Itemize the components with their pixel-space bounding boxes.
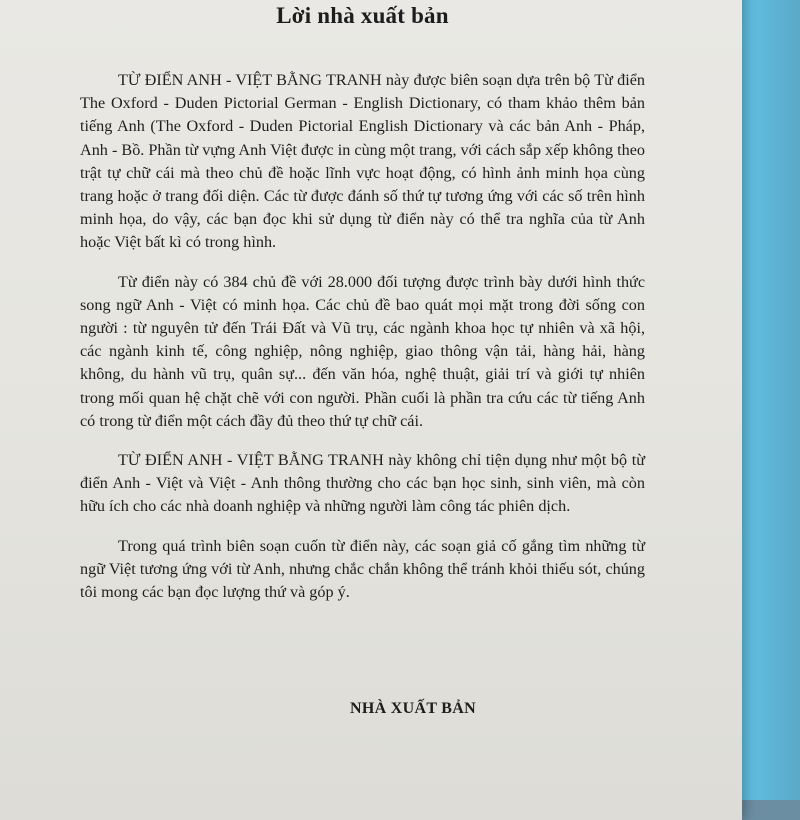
paragraph-2: Từ điển này có 384 chủ đề với 28.000 đối tượng được trình bày dưới hình thức song ngữ Anh - Việt có minh họa. Các chủ đề bao quát mọi mặt trong đời sống con người : từ nguyên tử đến Trái Đất và Vũ trụ, các ngành khoa học tự nhiên và xã hội, các ngành kinh tế, công nghiệp, nông nghiệp, giao thông vận tải, hàng hải, hàng không, du hành vũ trụ, quân sự... đến văn hóa, nghệ thuật, giải trí và giới tự nhiên trong mối quan hệ chặt chẽ với con người. Phần cuối là phần tra cứu các từ tiếng Anh có trong từ điển một cách đầy đủ theo thứ tự chữ cái. <box>80 272 645 430</box>
paragraph-3: TỪ ĐIỂN ANH - VIỆT BẰNG TRANH này không chỉ tiện dụng như một bộ từ điển Anh - Việt và Việt - Anh thông thường cho các bạn học sinh, sinh viên, mà còn hữu ích cho các nhà doanh nghiệp và những người làm công tác phiên dịch. <box>80 451 645 516</box>
publisher-signature: NHÀ XUẤT BẢN <box>350 700 476 717</box>
page-title: Lời nhà xuất bản <box>276 3 449 28</box>
paragraph-1: TỪ ĐIỂN ANH - VIỆT BẰNG TRANH này được biên soạn dựa trên bộ Từ điển The Oxford - Duden Pictorial German - English Dictionary, có tham khảo thêm bản tiếng Anh (The Oxford - Duden Pictorial English Dictionary và các bản Anh - Pháp, Anh - Bồ. Phần từ vựng Anh Việt được in cùng một trang, với cách sắp xếp không theo trật tự chữ cái mà theo chủ đề hoặc lĩnh vực hoạt động, có hình ảnh minh họa cùng trang hoặc ở trang đối diện. Các từ được đánh số thứ tự tương ứng với các số trên hình minh họa, do vậy, các bạn đọc khi sử dụng từ điển này có thể tra nghĩa của từ Anh hoặc Việt bất kì có trong hình. <box>80 71 645 252</box>
body-text <box>80 69 645 604</box>
paragraph-4: Trong quá trình biên soạn cuốn từ điển này, các soạn giả cố gắng tìm những từ ngữ Việt tương ứng với từ Anh, nhưng chắc chắn không thể tránh khỏi thiếu sót, chúng tôi mong các bạn đọc lượng thứ và góp ý. <box>80 536 645 602</box>
page-content <box>80 0 645 620</box>
